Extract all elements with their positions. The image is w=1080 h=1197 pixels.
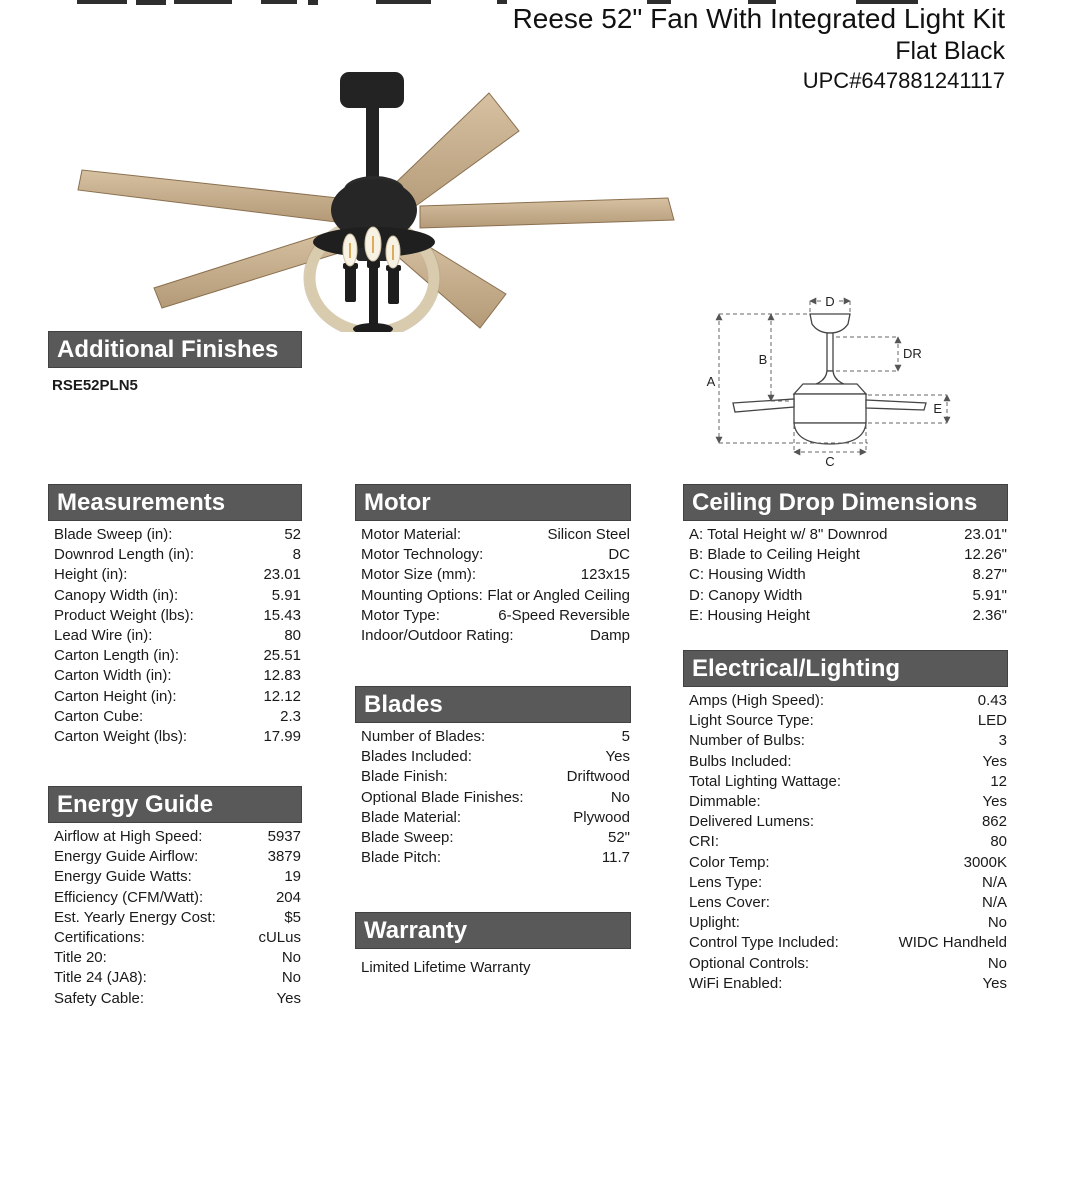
spec-row — [48, 626, 302, 646]
spec-value: 52 — [284, 526, 301, 543]
cropped-text-fragment — [497, 0, 507, 4]
fan-product-image — [58, 50, 680, 332]
spec-value: 25.51 — [263, 647, 301, 665]
spec-value: 123x15 — [580, 566, 630, 584]
spec-value: No — [610, 788, 630, 806]
spec-value: Plywood — [573, 808, 630, 826]
finish-subtitle: Flat Black — [895, 37, 1005, 65]
spec-value: 0.43 — [977, 692, 1007, 709]
spec-value: No — [987, 914, 1007, 932]
spec-value: 3 — [998, 732, 1007, 750]
spec-label: Mounting Options: — [361, 586, 483, 604]
spec-label: Energy Guide Airflow: — [54, 848, 199, 866]
spec-value: 12.26" — [964, 546, 1007, 564]
warranty-header: Warranty — [355, 912, 631, 949]
spec-label: Carton Cube: — [54, 707, 144, 725]
spec-label: Uplight: — [689, 914, 740, 932]
spec-value: 23.01 — [263, 566, 301, 584]
ceiling-drop-header: Ceiling Drop Dimensions — [683, 484, 1008, 521]
spec-row — [48, 707, 302, 727]
spec-value: N/A — [981, 894, 1007, 912]
spec-row — [355, 848, 631, 868]
spec-value: Damp — [589, 627, 630, 645]
spec-value: 80 — [284, 627, 301, 645]
cropped-text-fragment — [174, 0, 232, 4]
additional-finishes-section — [48, 331, 302, 394]
spec-row — [683, 752, 1008, 772]
spec-label: Number of Bulbs: — [689, 732, 805, 750]
spec-value: 862 — [981, 813, 1007, 831]
spec-label: Bulbs Included: — [689, 752, 792, 770]
spec-label: Optional Controls: — [689, 954, 810, 972]
blades-header: Blades — [355, 686, 631, 723]
spec-row — [355, 525, 631, 545]
energy-guide-section — [48, 786, 302, 1009]
spec-row — [355, 565, 631, 585]
spec-value: WIDC Handheld — [898, 934, 1007, 952]
spec-label: Certifications: — [54, 929, 145, 947]
spec-value: 17.99 — [263, 728, 301, 746]
spec-value: 5.91" — [972, 586, 1007, 604]
spec-value: DC — [608, 546, 630, 564]
spec-value: 5.91 — [271, 586, 301, 604]
spec-label: Blade Sweep: — [361, 829, 454, 847]
motor-header: Motor — [355, 484, 631, 521]
spec-value: 3879 — [267, 848, 301, 866]
spec-row — [48, 666, 302, 686]
spec-row — [48, 928, 302, 948]
spec-row — [683, 812, 1008, 832]
spec-row — [48, 847, 302, 867]
spec-value: cULus — [258, 929, 301, 947]
ceiling-drop-section — [683, 484, 1008, 626]
spec-row — [355, 808, 631, 828]
motor-section — [355, 484, 631, 646]
measurements-header: Measurements — [48, 484, 302, 521]
spec-value: 12.12 — [263, 687, 301, 705]
spec-value: 2.36" — [972, 606, 1007, 624]
spec-value: LED — [977, 712, 1007, 730]
spec-label: Delivered Lumens: — [689, 813, 815, 831]
spec-row — [48, 968, 302, 988]
spec-row — [683, 545, 1008, 565]
spec-label: Blade Sweep (in): — [54, 526, 173, 543]
spec-row — [683, 792, 1008, 812]
spec-label: Control Type Included: — [689, 934, 839, 952]
spec-label: D: Canopy Width — [689, 586, 803, 604]
spec-value: 2.3 — [280, 707, 301, 725]
spec-label: Dimmable: — [689, 793, 761, 811]
spec-label: Downrod Length (in): — [54, 546, 195, 564]
spec-label: Motor Material: — [361, 526, 462, 543]
spec-value: 12.83 — [263, 667, 301, 685]
spec-value: 5 — [621, 728, 630, 745]
spec-value: 8 — [292, 546, 301, 564]
spec-value: Yes — [982, 974, 1007, 992]
spec-value: 52" — [607, 829, 630, 847]
spec-label: A: Total Height w/ 8" Downrod — [689, 526, 888, 543]
spec-label: Product Weight (lbs): — [54, 606, 194, 624]
spec-value: No — [281, 949, 301, 967]
spec-value: 11.7 — [601, 849, 630, 867]
spec-label: Lens Cover: — [689, 894, 770, 912]
spec-row — [683, 691, 1008, 711]
cropped-text-fragment — [136, 0, 166, 5]
spec-row — [48, 989, 302, 1009]
spec-label: Est. Yearly Energy Cost: — [54, 908, 216, 926]
spec-value: 15.43 — [263, 606, 301, 624]
spec-row — [683, 853, 1008, 873]
spec-row — [48, 646, 302, 666]
spec-value: 8.27" — [972, 566, 1007, 584]
spec-row — [355, 626, 631, 646]
spec-label: Title 20: — [54, 949, 107, 967]
spec-row — [48, 687, 302, 707]
dim-label-a: A — [706, 374, 716, 389]
model-code: RSE52PLN5 — [52, 377, 138, 394]
dim-label-c: C — [825, 454, 835, 469]
spec-row — [683, 954, 1008, 974]
spec-value: Yes — [982, 752, 1007, 770]
spec-label: Motor Type: — [361, 606, 440, 624]
spec-row — [683, 606, 1008, 626]
spec-label: Canopy Width (in): — [54, 586, 179, 604]
spec-row — [355, 788, 631, 808]
spec-label: Blade Material: — [361, 808, 462, 826]
spec-label: Blade Finish: — [361, 768, 448, 786]
spec-label: Energy Guide Watts: — [54, 868, 192, 886]
warranty-text: Limited Lifetime Warranty — [361, 959, 531, 976]
cropped-text-fragment — [308, 0, 318, 5]
spec-row — [683, 586, 1008, 606]
spec-label: Amps (High Speed): — [689, 692, 825, 709]
spec-label: B: Blade to Ceiling Height — [689, 546, 860, 564]
spec-row — [683, 873, 1008, 893]
spec-label: WiFi Enabled: — [689, 974, 783, 992]
spec-value: Driftwood — [566, 768, 630, 786]
spec-value: $5 — [284, 908, 301, 926]
spec-value: N/A — [981, 873, 1007, 891]
electrical-lighting-header: Electrical/Lighting — [683, 650, 1008, 687]
spec-label: C: Housing Width — [689, 566, 806, 584]
spec-value: 23.01" — [964, 526, 1007, 543]
spec-row — [48, 565, 302, 585]
spec-label: Number of Blades: — [361, 728, 486, 745]
additional-finishes-header: Additional Finishes — [48, 331, 302, 368]
spec-label: Motor Size (mm): — [361, 566, 477, 584]
spec-row — [48, 908, 302, 928]
spec-row — [355, 767, 631, 787]
spec-label: Carton Length (in): — [54, 647, 180, 665]
spec-row — [355, 747, 631, 767]
dim-label-b: B — [758, 352, 768, 367]
cropped-text-fragment — [261, 0, 297, 4]
spec-row — [48, 827, 302, 847]
spec-label: Carton Width (in): — [54, 667, 172, 685]
spec-row — [48, 606, 302, 626]
spec-row — [48, 545, 302, 565]
dim-label-d: D — [825, 294, 835, 309]
spec-value: Yes — [605, 748, 630, 766]
spec-value: No — [281, 969, 301, 987]
dim-label-e: E — [933, 401, 942, 416]
spec-row — [683, 933, 1008, 953]
spec-row — [355, 606, 631, 626]
page-title: Reese 52" Fan With Integrated Light Kit — [512, 3, 1005, 34]
spec-row — [683, 711, 1008, 731]
spec-label: Motor Technology: — [361, 546, 484, 564]
spec-label: Lead Wire (in): — [54, 627, 153, 645]
spec-value: Yes — [982, 793, 1007, 811]
cropped-text-fragment — [376, 0, 431, 4]
spec-label: Total Lighting Wattage: — [689, 772, 842, 790]
upc-code: UPC#647881241117 — [802, 68, 1005, 93]
spec-label: Carton Weight (lbs): — [54, 728, 188, 746]
spec-value: 5937 — [267, 828, 301, 845]
spec-label: Color Temp: — [689, 853, 770, 871]
spec-row — [683, 832, 1008, 852]
spec-row — [355, 545, 631, 565]
spec-value: 80 — [990, 833, 1007, 851]
spec-label: Title 24 (JA8): — [54, 969, 147, 987]
spec-row — [683, 913, 1008, 933]
cropped-text-fragment — [77, 0, 127, 4]
spec-value: 12 — [990, 772, 1007, 790]
spec-row — [683, 525, 1008, 545]
spec-value: 6-Speed Reversible — [498, 606, 630, 624]
spec-label: Optional Blade Finishes: — [361, 788, 524, 806]
spec-label: Indoor/Outdoor Rating: — [361, 627, 514, 645]
spec-label: Safety Cable: — [54, 989, 145, 1007]
spec-row — [48, 888, 302, 908]
electrical-lighting-section — [683, 650, 1008, 994]
spec-value: 3000K — [963, 853, 1007, 871]
spec-value: Silicon Steel — [547, 526, 630, 543]
spec-row — [355, 828, 631, 848]
spec-label: E: Housing Height — [689, 606, 810, 624]
spec-label: Lens Type: — [689, 873, 763, 891]
spec-row — [355, 727, 631, 747]
spec-row — [355, 586, 631, 606]
spec-value: Flat or Angled Ceiling — [487, 586, 630, 604]
dimension-diagram — [690, 280, 980, 470]
spec-label: Carton Height (in): — [54, 687, 177, 705]
spec-label: Efficiency (CFM/Watt): — [54, 888, 204, 906]
dim-label-dr: DR — [903, 346, 922, 361]
spec-row — [48, 727, 302, 747]
spec-label: Blade Pitch: — [361, 849, 442, 867]
spec-row — [48, 867, 302, 887]
energy-guide-header: Energy Guide — [48, 786, 302, 823]
spec-row — [48, 586, 302, 606]
measurements-section — [48, 484, 302, 747]
blades-section — [355, 686, 631, 868]
spec-label: Light Source Type: — [689, 712, 814, 730]
spec-row — [48, 525, 302, 545]
spec-value: No — [987, 954, 1007, 972]
spec-row — [683, 893, 1008, 913]
spec-row — [683, 731, 1008, 751]
spec-row — [683, 565, 1008, 585]
spec-value: Yes — [276, 989, 301, 1007]
spec-label: Blades Included: — [361, 748, 472, 766]
spec-row — [683, 772, 1008, 792]
warranty-section — [355, 912, 631, 978]
spec-value: 19 — [284, 868, 301, 886]
spec-value: 204 — [275, 888, 301, 906]
spec-label: Height (in): — [54, 566, 128, 584]
spec-label: Airflow at High Speed: — [54, 828, 203, 845]
spec-label: CRI: — [689, 833, 719, 851]
spec-row — [683, 974, 1008, 994]
spec-row — [48, 948, 302, 968]
